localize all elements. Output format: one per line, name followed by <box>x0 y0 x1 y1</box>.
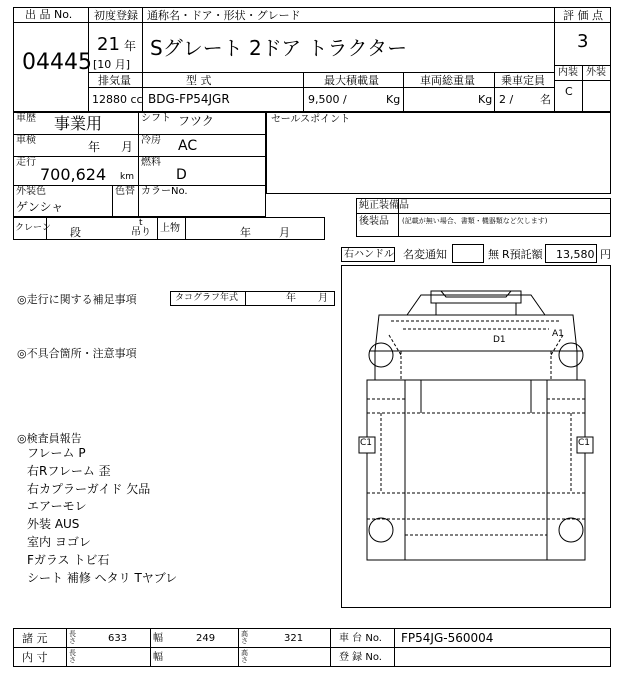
max-load-unit: Kg <box>386 93 401 106</box>
ac-value: AC <box>178 138 198 154</box>
crane-ton-unit: t <box>139 218 143 228</box>
defects-title: ◎不具合箇所・注意事項 <box>17 347 137 360</box>
registration-no-label: 登 録 No. <box>339 652 382 663</box>
inspector-report-line: 右カプラーガイド 欠品 <box>27 481 151 496</box>
inspector-report-line: フレーム P <box>27 446 86 460</box>
interior-grade: C <box>565 85 573 98</box>
model-label: 型 式 <box>186 74 212 87</box>
height-label: 高さ <box>241 630 248 645</box>
crane-label: クレーン <box>15 223 51 233</box>
color-code-label: カラーNo. <box>141 186 188 197</box>
driving-notes-title: ◎走行に関する補足事項 <box>17 293 137 306</box>
interior-grade-label: 内装 <box>558 67 578 78</box>
vehicle-name-label: 通称名・ドア・形状・グレード <box>147 9 301 22</box>
first-reg-label: 初度登録 <box>94 9 138 22</box>
inner-dimensions-label: 内 寸 <box>22 651 48 664</box>
displacement-value: 12880 cc <box>92 93 143 106</box>
crane-stage-unit: 段 <box>70 226 81 239</box>
inspector-report-line: シート 補修 ヘタリ Tヤブレ <box>27 570 178 585</box>
inspection-label: 車検 <box>16 135 36 146</box>
fuel-label: 燃料 <box>141 157 161 168</box>
max-load-label: 最大積載量 <box>324 74 379 87</box>
tachograph-month: 月 <box>318 293 328 304</box>
inspector-report-title: ◎検査員報告 <box>17 432 82 445</box>
tachograph-label: タコグラフ年式 <box>175 293 239 303</box>
inner-length-label: 長さ <box>69 649 76 664</box>
top-body-month: 月 <box>279 226 290 239</box>
ac-label: 冷房 <box>141 135 161 146</box>
model-value: BDG-FP54JGR <box>148 92 230 106</box>
aftermarket-note: (記載が無い場合、書類・機器類など欠します) <box>402 217 548 225</box>
top-body-year: 年 <box>240 226 251 239</box>
displacement-label: 排気量 <box>98 74 131 87</box>
inspector-report-line: Fガラス トビ石 <box>27 552 110 567</box>
score-value: 3 <box>577 31 589 52</box>
exterior-grade-label: 外装 <box>586 67 606 78</box>
score-label: 評 価 点 <box>563 9 603 22</box>
aftermarket-label: 後装品 <box>359 216 389 227</box>
recycle-label: R預託額 <box>502 248 543 261</box>
inspector-report-line: エアーモレ <box>27 499 87 514</box>
first-reg-month: [10 月] <box>93 58 131 71</box>
ext-color-value: ゲンシャ <box>16 200 64 214</box>
inner-width-label: 幅 <box>153 652 163 663</box>
year-unit: 年 <box>124 39 137 53</box>
inner-height-label: 高さ <box>241 649 248 664</box>
damage-marker-a1: A1 <box>552 329 564 339</box>
lot-no-label: 出 品 No. <box>25 8 73 21</box>
inspector-report-line: 室内 ヨゴレ <box>27 535 91 549</box>
inspection-year: 年 <box>88 140 101 154</box>
truck-body-diagram <box>341 265 611 608</box>
name-change-box <box>452 244 484 263</box>
capacity-label: 乗車定員 <box>501 74 545 87</box>
inspector-report-line: 外装 AUS <box>27 517 80 532</box>
history-label: 車歴 <box>16 113 36 124</box>
lot-number: 04445 <box>22 50 92 75</box>
shift-value: フツク <box>178 114 214 128</box>
genuine-equipment-label: 純正装備品 <box>359 200 409 211</box>
capacity-unit: 名 <box>540 93 551 106</box>
name-change-label: 名変通知 <box>403 248 447 261</box>
right-handle-label: 右ハンドル <box>344 249 394 260</box>
length-value: 633 <box>108 633 128 644</box>
mileage-unit: km <box>120 172 134 182</box>
chassis-no-value: FP54JG-560004 <box>401 631 494 645</box>
inspection-month: 月 <box>121 140 134 154</box>
gross-weight-unit: Kg <box>478 93 493 106</box>
shift-label: シフト <box>141 113 171 124</box>
history-value: 事業用 <box>54 114 103 133</box>
inspector-report-line: 右Rフレーム 歪 <box>27 463 111 478</box>
damage-marker-c1-right: C1 <box>578 438 591 448</box>
vehicle-name: Sグレート 2ドア トラクター <box>150 36 408 60</box>
dimensions-label: 諸 元 <box>22 632 48 645</box>
damage-marker-c1-left: C1 <box>360 438 373 448</box>
name-change-none: 無 <box>488 248 499 261</box>
width-label: 幅 <box>153 633 163 644</box>
color-change-label: 色替 <box>115 186 135 197</box>
gross-weight-label: 車両総重量 <box>420 74 475 87</box>
damage-marker-d1: D1 <box>493 335 506 345</box>
first-reg-year: 21 <box>97 34 120 55</box>
width-value: 249 <box>196 633 216 644</box>
tachograph-year: 年 <box>286 293 296 304</box>
height-value: 321 <box>284 633 304 644</box>
capacity-value: 2 / <box>499 93 514 106</box>
length-label: 長さ <box>69 630 76 645</box>
recycle-value: 13,580 <box>556 248 595 261</box>
top-body-label: 上物 <box>160 223 180 234</box>
mileage-label: 走行 <box>16 157 36 168</box>
fuel-value: D <box>176 167 187 183</box>
crane-lift-unit: 吊り <box>131 227 151 238</box>
sales-point-label: セールスポイント <box>271 114 351 125</box>
mileage-value: 700,624 <box>40 165 107 184</box>
max-load-value: 9,500 / <box>308 93 347 106</box>
ext-color-label: 外装色 <box>16 186 46 197</box>
chassis-no-label: 車 台 No. <box>339 633 382 644</box>
recycle-yen: 円 <box>600 248 611 261</box>
